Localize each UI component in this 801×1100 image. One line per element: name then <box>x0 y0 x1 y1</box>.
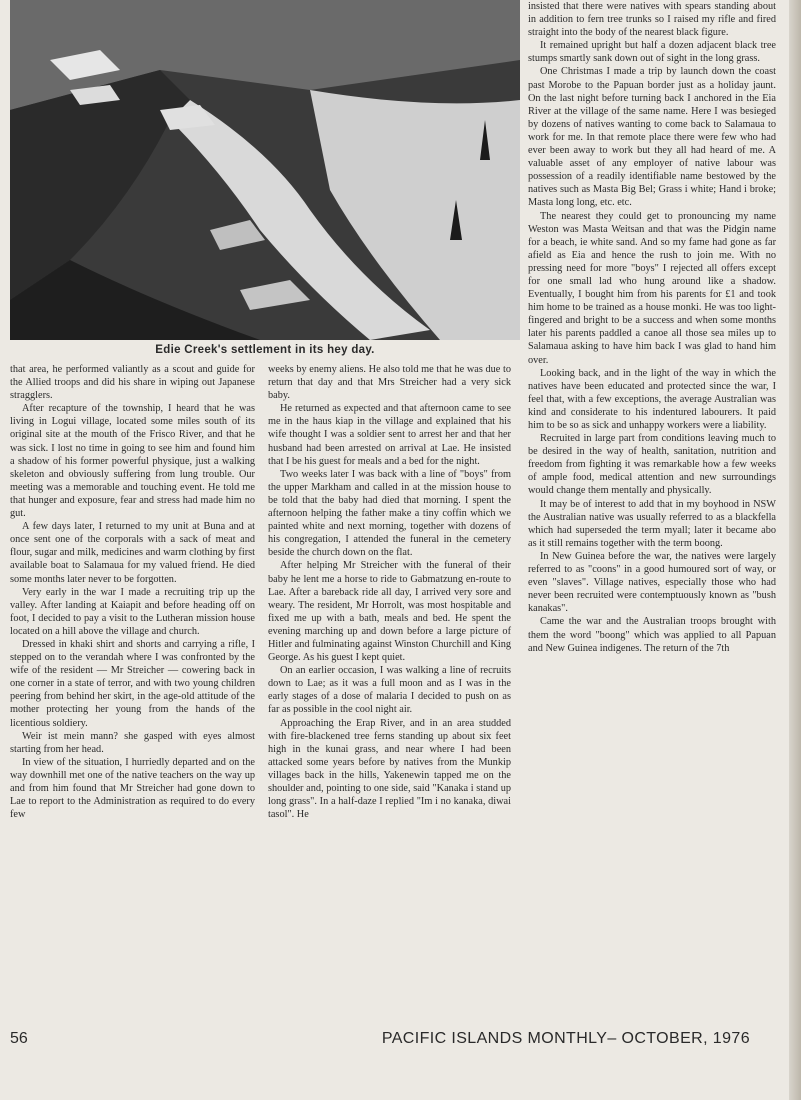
paragraph: A few days later, I returned to my unit at Buna and at once sent one of the corporals with a sack of meat and flour, sugar and milk, medicines and warm clothing by first available boat to Salamaua for my valued friend. He died some months later never to be forgotten. <box>10 521 255 585</box>
article-column-3 <box>528 0 776 655</box>
photo-landscape <box>10 0 520 340</box>
paragraph: Looking back, and in the light of the way in which the natives have been educated and protected since the war, I feel that, with a few exceptions, the average Australian was kind and considerate to his indentured labourers. It paid him to be so as sick and unhappy workers were a liability. <box>528 367 776 431</box>
paragraph: After helping Mr Streicher with the funeral of their baby he lent me a horse to ride to Gabmatzung en-route to Lae. After a bareback ride all day, I arrived very sore and weary. The resident, Mr Horrolt, was most hospitable and fixed me up with a bath, meals and bed. He spent the evening marching up and down before a large picture of Hitler and fulminating against Winston Churchill and King George. As his guest I kept quiet. <box>268 560 511 664</box>
paragraph: After recapture of the township, I heard that he was living in Logui village, located some miles south of its original site at the mouth of the Frisco River, and that he was sick. I lost no time in going to see him and found him a shadow of his former powerful physique, just a walking skeleton and obviously suffering from lung trouble. Our meeting was a memorable and touching event. He told me that hunger and exposure, fear and stress had made him no gut. <box>10 403 255 520</box>
paragraph: The nearest they could get to pronouncing my name Weston was Masta Weitsan and that was the Pidgin name for a beach, ie white sand. And so my fame had gone as far afield as Eia and hence the rush to join me. With no pressing need for more "boys" I rejected all offers except for one small lad who hung around like a shadow. Eventually, I bought him from his parents for £1 and took him home to be trained as a house monki. He was too light-fingered and bright to be a success and when some months later his parents paddled a canoe all those sea miles up to Salamaua asking to have him back I was glad to hand him over. <box>528 210 776 366</box>
paragraph: In view of the situation, I hurriedly departed and on the way downhill met one of the native teachers on the way up and from him found that Mr Streicher had gone down to Lae to report to the Administration as required to do every few <box>10 756 255 821</box>
publication-masthead: PACIFIC ISLANDS MONTHLY– OCTOBER, 1976 <box>381 1030 750 1047</box>
paragraph: Dressed in khaki shirt and shorts and carrying a rifle, I stepped on to the verandah where I was confronted by the wife of the resident — Mr Streicher — cowering back in one corner in a state of terror, and with two young children peering from behind her skirt, in the age-old attitude of the mother protecting her young from the hands of the licentious soldiery. <box>10 638 255 729</box>
paragraph: insisted that there were natives with spears standing about in addition to fern tree trunks so I raised my rifle and fired straight into the body of the nearest black figure. <box>528 1 776 39</box>
paragraph: Weir ist mein mann? she gasped with eyes almost starting from her head. <box>10 730 255 755</box>
paragraph: that area, he performed valiantly as a scout and guide for the Allied troops and did his share in wiping out Japanese stragglers. <box>10 364 255 402</box>
paragraph: Very early in the war I made a recruiting trip up the valley. After landing at Kaiapit and before heading off on foot, I decided to pay a visit to the Lutheran mission house located on a hill above the village and church. <box>10 586 255 637</box>
photo-caption: Edie Creek's settlement in its hey day. <box>155 344 375 356</box>
paragraph: In New Guinea before the war, the natives were largely referred to as "coons" in a good humoured sort of way, or even "slaves". Village natives, especially those who had never been recruited were contemptuously known as "bush kanakas". <box>528 550 776 615</box>
paragraph: He returned as expected and that afternoon came to see me in the haus kiap in the village and explained that his wife thought I was a soldier sent to arrest her and that her husband had been arrested on arrival at Lae. He insisted that I be his guest for meals and a bed for the night. <box>268 403 511 467</box>
paragraph: On an earlier occasion, I was walking a line of recruits down to Lae; as it was a full moon and as I was in the early stages of a dose of malaria I decided to push on as far as possible in the cool night air. <box>268 665 511 716</box>
paragraph: It remained upright but half a dozen adjacent black tree stumps smartly sank down out of sight in the long grass. <box>528 40 776 65</box>
paragraph: Recruited in large part from conditions leaving much to be desired in the way of health, sanitation, nutrition and freedom from fighting it was remarkable how a few weeks of ample food, medical attention and new surroundings would change them mentally and physically. <box>528 433 776 497</box>
page-number: 56 <box>10 1030 28 1047</box>
paragraph: Two weeks later I was back with a line of "boys" from the upper Markham and called in at the mission house to be told that the baby had died that morning. I spent the afternoon helping the father make a tiny coffin which we painted white and next morning, together with dozens of his congregation, I attended the funeral in the cemetery beside the church down on the flat. <box>268 468 511 559</box>
page-edge <box>789 0 801 1100</box>
paragraph: It may be of interest to add that in my boyhood in NSW the Australian native was usually referred to as a blackfella which had superseded the term myall; later it became abo as it still remains together with the term boong. <box>528 498 776 549</box>
article-column-1 <box>10 363 255 821</box>
paragraph: Came the war and the Australian troops brought with them the word "boong" which was applied to all Papuan and New Guinea indigenes. The return of the 7th <box>528 616 776 654</box>
page-footer <box>10 1030 780 1050</box>
paragraph: Approaching the Erap River, and in an area studded with fire-blackened tree ferns standing up about six feet high in the kunai grass, and near where I had been attacked some years before by natives from the Munkip villages back in the hills, Yakenewin tapped me on the shoulder and, pointing to one side, said "Kanaka i stand up long grass". In a half-daze I replied "Im i no kanaka, diwai tasol". He <box>268 717 511 821</box>
paragraph: weeks by enemy aliens. He also told me that he was due to return that day and that Mrs Streicher had a very sick baby. <box>268 364 511 402</box>
settlement-photo <box>10 0 520 340</box>
paragraph: One Christmas I made a trip by launch down the coast past Morobe to the Papuan border just as a holiday jaunt. On the last night before turning back I anchored in the Eia River at the village of the same name. Here I was besieged by dozens of natives wanting to come back to Salamaua to work for me. In that remote place there were few who had ever been away to work but they all had heard of me. A valuable asset of any employer of native labour was possession of a readily identifiable name bestowed by the natives such as Masta Big Bel; Grass i white; Hand i broke; Masta long long, etc. etc. <box>528 66 776 209</box>
article-column-2 <box>268 363 511 821</box>
